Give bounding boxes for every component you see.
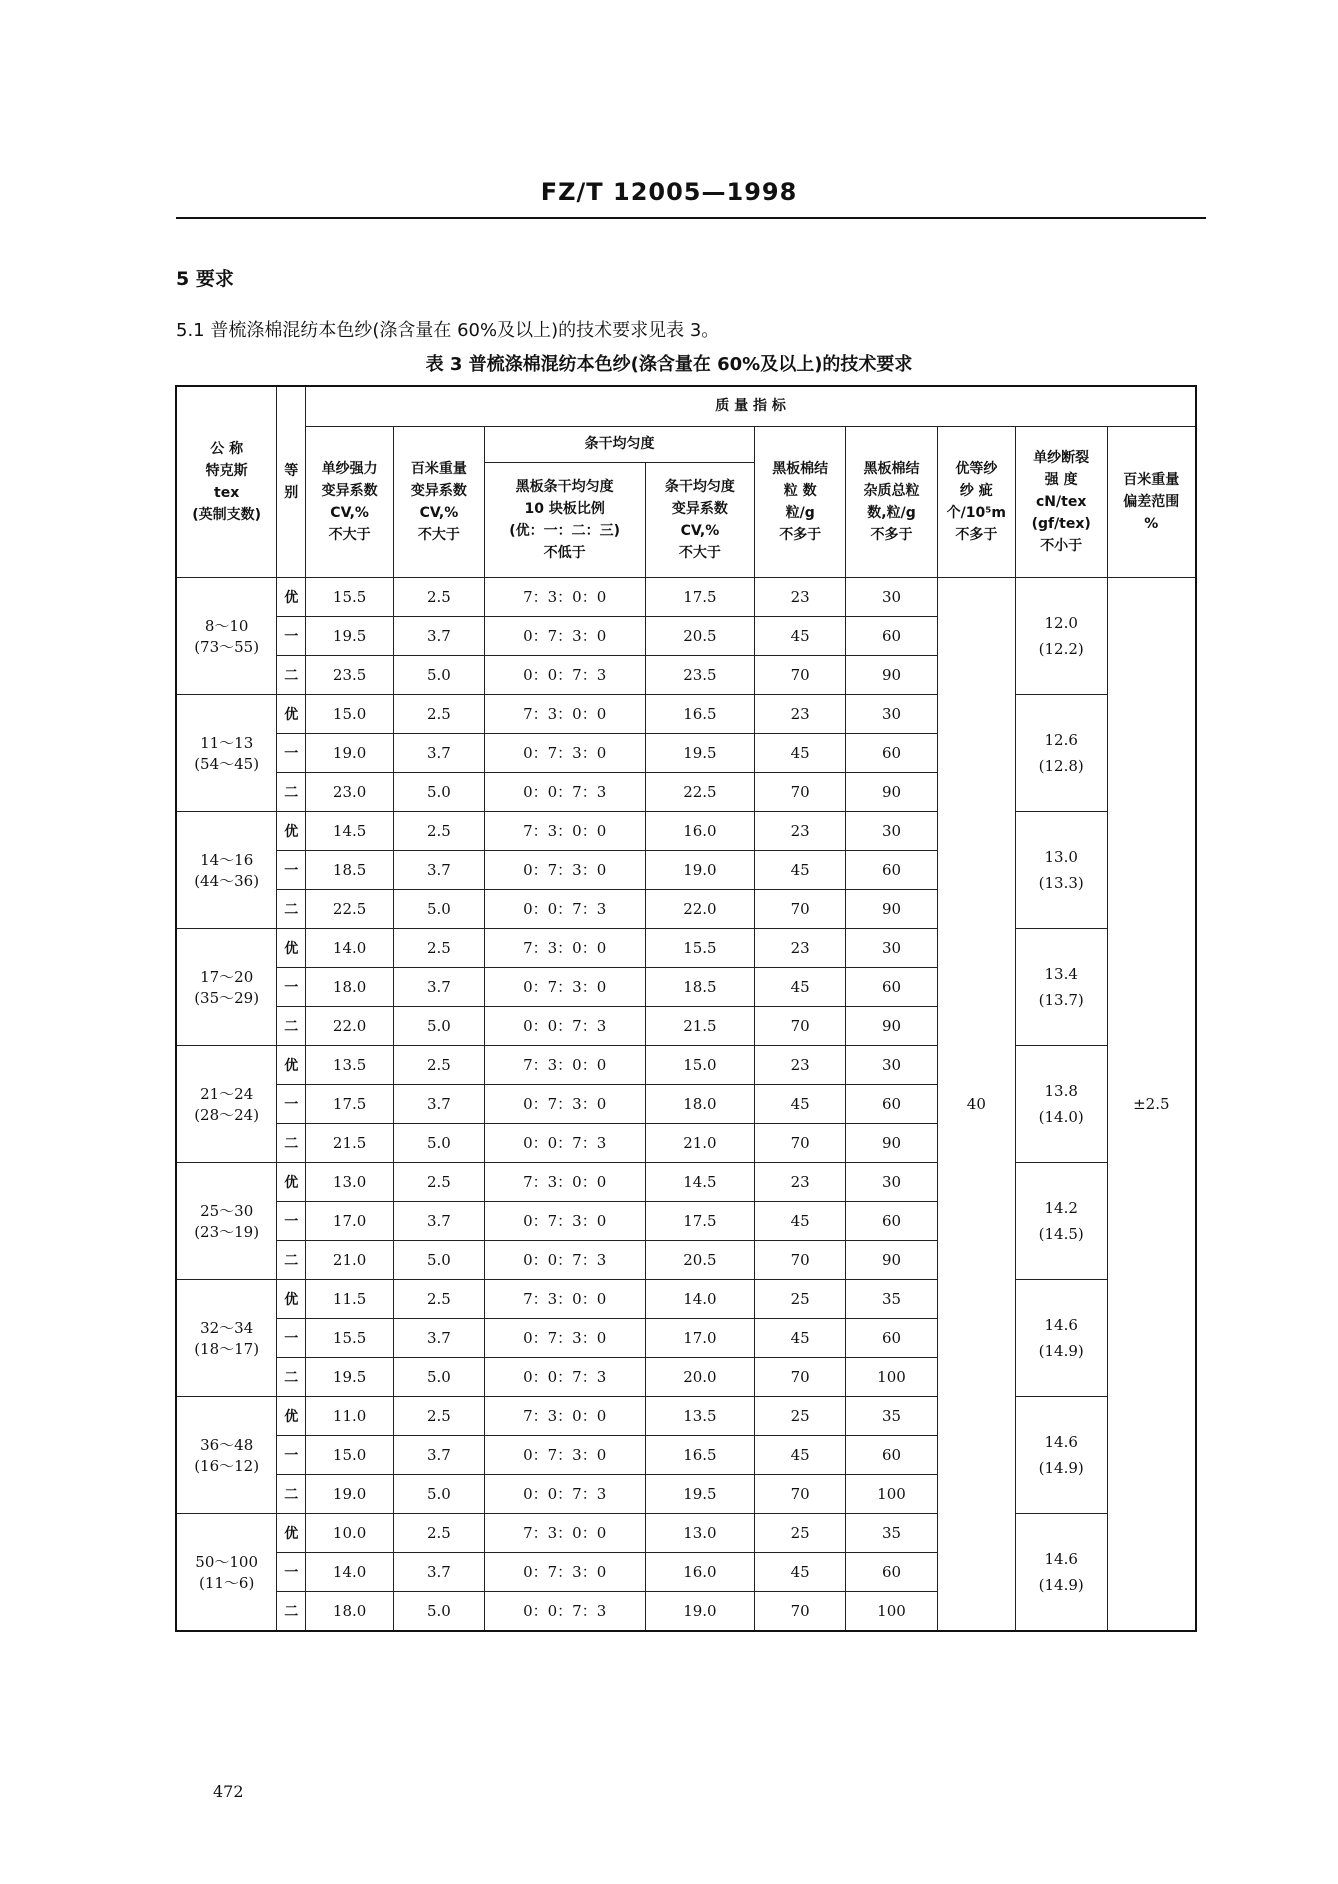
strength-cv-cell: 23.0 xyxy=(306,772,394,811)
strength-cv-cell: 10.0 xyxy=(306,1513,394,1552)
evenness-cv-cell: 23.5 xyxy=(645,655,755,694)
header-breaking-tenacity: 单纱断裂 强 度 cN/tex (gf/tex) 不小于 xyxy=(1015,426,1107,577)
weight-cv-cell: 2.5 xyxy=(394,1162,485,1201)
neps-cell: 23 xyxy=(755,577,846,616)
tenacity-value: 12.0 xyxy=(1044,613,1078,632)
neps-cell: 45 xyxy=(755,1318,846,1357)
page-number: 472 xyxy=(213,1782,244,1801)
neps-cell: 25 xyxy=(755,1279,846,1318)
breaking-tenacity-cell xyxy=(1015,928,1107,1045)
tenacity-value: 12.6 xyxy=(1044,730,1078,749)
strength-cv-cell: 19.5 xyxy=(306,616,394,655)
neps-cell: 23 xyxy=(755,694,846,733)
header-neps: 黑板棉结 粒 数 粒/g 不多于 xyxy=(755,426,846,577)
strength-cv-cell: 19.0 xyxy=(306,1474,394,1513)
neps-cell: 70 xyxy=(755,1357,846,1396)
neps-cell: 70 xyxy=(755,1240,846,1279)
neps-cell: 70 xyxy=(755,1123,846,1162)
blackboard-ratio-cell: 0：7：3：0 xyxy=(484,733,645,772)
grade-cell: 二 xyxy=(277,655,306,694)
evenness-cv-cell: 19.5 xyxy=(645,733,755,772)
english-count-range: (54～45) xyxy=(194,754,260,773)
grade-cell: 优 xyxy=(277,928,306,967)
tex-range: 14～16 xyxy=(200,850,254,869)
neps-impurity-cell: 60 xyxy=(846,967,938,1006)
neps-impurity-cell: 60 xyxy=(846,1435,938,1474)
blackboard-ratio-cell: 0：7：3：0 xyxy=(484,616,645,655)
strength-cv-cell: 22.0 xyxy=(306,1006,394,1045)
table-row xyxy=(176,1513,1196,1552)
evenness-cv-cell: 20.5 xyxy=(645,1240,755,1279)
evenness-cv-cell: 17.0 xyxy=(645,1318,755,1357)
neps-impurity-cell: 35 xyxy=(846,1279,938,1318)
neps-cell: 25 xyxy=(755,1396,846,1435)
strength-cv-cell: 18.0 xyxy=(306,967,394,1006)
neps-cell: 45 xyxy=(755,1084,846,1123)
neps-cell: 70 xyxy=(755,1006,846,1045)
weight-cv-cell: 5.0 xyxy=(394,1240,485,1279)
grade-cell: 优 xyxy=(277,811,306,850)
evenness-cv-cell: 22.0 xyxy=(645,889,755,928)
grade-cell: 一 xyxy=(277,1552,306,1591)
english-count-range: (23～19) xyxy=(194,1222,260,1241)
neps-cell: 45 xyxy=(755,1201,846,1240)
evenness-cv-cell: 18.5 xyxy=(645,967,755,1006)
neps-impurity-cell: 30 xyxy=(846,1162,938,1201)
strength-cv-cell: 17.5 xyxy=(306,1084,394,1123)
blackboard-ratio-cell: 0：0：7：3 xyxy=(484,1474,645,1513)
strength-cv-cell: 21.5 xyxy=(306,1123,394,1162)
neps-cell: 45 xyxy=(755,967,846,1006)
neps-impurity-cell: 60 xyxy=(846,1084,938,1123)
neps-cell: 45 xyxy=(755,1435,846,1474)
neps-cell: 70 xyxy=(755,1591,846,1631)
grade-cell: 二 xyxy=(277,1474,306,1513)
tex-range: 11～13 xyxy=(200,733,254,752)
evenness-cv-cell: 21.0 xyxy=(645,1123,755,1162)
table-row xyxy=(176,1045,1196,1084)
neps-impurity-cell: 60 xyxy=(846,1201,938,1240)
neps-cell: 70 xyxy=(755,772,846,811)
grade-cell: 二 xyxy=(277,889,306,928)
table-row xyxy=(176,928,1196,967)
strength-cv-cell: 14.0 xyxy=(306,1552,394,1591)
header-nominal-count: 公 称 特克斯 tex (英制支数) xyxy=(176,386,277,577)
weight-cv-cell: 2.5 xyxy=(394,1396,485,1435)
tenacity-value: 13.8 xyxy=(1044,1081,1078,1100)
blackboard-ratio-cell: 0：0：7：3 xyxy=(484,655,645,694)
neps-cell: 45 xyxy=(755,1552,846,1591)
blackboard-ratio-cell: 7：3：0：0 xyxy=(484,577,645,616)
nominal-count-cell xyxy=(176,928,277,1045)
header-rule xyxy=(176,217,1206,219)
weight-cv-cell: 5.0 xyxy=(394,1357,485,1396)
weight-cv-cell: 3.7 xyxy=(394,1552,485,1591)
grade-cell: 一 xyxy=(277,1201,306,1240)
blackboard-ratio-cell: 0：7：3：0 xyxy=(484,1552,645,1591)
evenness-cv-cell: 19.0 xyxy=(645,1591,755,1631)
neps-impurity-cell: 100 xyxy=(846,1591,938,1631)
header-neps-impurity: 黑板棉结 杂质总粒 数,粒/g 不多于 xyxy=(846,426,938,577)
weight-cv-cell: 5.0 xyxy=(394,889,485,928)
blackboard-ratio-cell: 0：7：3：0 xyxy=(484,1318,645,1357)
evenness-cv-cell: 22.5 xyxy=(645,772,755,811)
strength-cv-cell: 13.5 xyxy=(306,1045,394,1084)
evenness-cv-cell: 14.5 xyxy=(645,1162,755,1201)
nominal-count-cell xyxy=(176,1396,277,1513)
grade-cell: 优 xyxy=(277,694,306,733)
evenness-cv-cell: 15.0 xyxy=(645,1045,755,1084)
neps-impurity-cell: 30 xyxy=(846,811,938,850)
evenness-cv-cell: 19.5 xyxy=(645,1474,755,1513)
grade-cell: 一 xyxy=(277,1435,306,1474)
neps-impurity-cell: 30 xyxy=(846,694,938,733)
tenacity-gf-value: (13.7) xyxy=(1038,990,1084,1009)
tex-range: 25～30 xyxy=(200,1201,254,1220)
tenacity-value: 14.6 xyxy=(1044,1432,1078,1451)
neps-impurity-cell: 60 xyxy=(846,1318,938,1357)
table-row xyxy=(176,1279,1196,1318)
nominal-count-cell xyxy=(176,694,277,811)
neps-cell: 45 xyxy=(755,733,846,772)
weight-cv-cell: 5.0 xyxy=(394,1006,485,1045)
neps-impurity-cell: 35 xyxy=(846,1396,938,1435)
english-count-range: (18～17) xyxy=(194,1339,260,1358)
tenacity-gf-value: (12.8) xyxy=(1038,756,1084,775)
neps-cell: 23 xyxy=(755,1045,846,1084)
tex-range: 32～34 xyxy=(200,1318,254,1337)
strength-cv-cell: 19.0 xyxy=(306,733,394,772)
nominal-count-cell xyxy=(176,1513,277,1631)
grade-cell: 二 xyxy=(277,1591,306,1631)
weight-cv-cell: 5.0 xyxy=(394,1591,485,1631)
neps-impurity-cell: 30 xyxy=(846,928,938,967)
requirements-table xyxy=(175,385,1197,1632)
nominal-count-cell xyxy=(176,1162,277,1279)
header-evenness-cv: 条干均匀度 变异系数 CV,% 不大于 xyxy=(645,462,755,577)
blackboard-ratio-cell: 7：3：0：0 xyxy=(484,1513,645,1552)
header-weight-cv: 百米重量 变异系数 CV,% 不大于 xyxy=(394,426,485,577)
tex-range: 8～10 xyxy=(204,616,249,635)
weight-cv-cell: 3.7 xyxy=(394,733,485,772)
table-caption: 表 3 普梳涤棉混纺本色纱(涤含量在 60%及以上)的技术要求 xyxy=(425,354,913,375)
grade-cell: 优 xyxy=(277,1045,306,1084)
grade-cell: 一 xyxy=(277,1318,306,1357)
grade-cell: 一 xyxy=(277,1084,306,1123)
tenacity-gf-value: (14.0) xyxy=(1038,1107,1084,1126)
clause-text: 5.1 普梳涤棉混纺本色纱(涤含量在 60%及以上)的技术要求见表 3。 xyxy=(176,320,720,341)
weight-cv-cell: 3.7 xyxy=(394,1084,485,1123)
tex-range: 50～100 xyxy=(195,1552,259,1571)
blackboard-ratio-cell: 0：0：7：3 xyxy=(484,772,645,811)
nominal-count-cell xyxy=(176,1045,277,1162)
header-weight-deviation: 百米重量 偏差范围 % xyxy=(1107,426,1196,577)
strength-cv-cell: 18.5 xyxy=(306,850,394,889)
breaking-tenacity-cell xyxy=(1015,1396,1107,1513)
header-grade: 等 别 xyxy=(277,386,306,577)
nominal-count-cell xyxy=(176,811,277,928)
grade-cell: 二 xyxy=(277,1240,306,1279)
weight-cv-cell: 3.7 xyxy=(394,1435,485,1474)
table-row xyxy=(176,694,1196,733)
blackboard-ratio-cell: 0：0：7：3 xyxy=(484,1240,645,1279)
evenness-cv-cell: 20.0 xyxy=(645,1357,755,1396)
neps-cell: 23 xyxy=(755,928,846,967)
strength-cv-cell: 23.5 xyxy=(306,655,394,694)
neps-impurity-cell: 100 xyxy=(846,1474,938,1513)
neps-cell: 45 xyxy=(755,850,846,889)
table-row xyxy=(176,1162,1196,1201)
neps-impurity-cell: 30 xyxy=(846,1045,938,1084)
tenacity-value: 14.6 xyxy=(1044,1549,1078,1568)
tenacity-value: 14.6 xyxy=(1044,1315,1078,1334)
evenness-cv-cell: 15.5 xyxy=(645,928,755,967)
grade-cell: 一 xyxy=(277,850,306,889)
evenness-cv-cell: 16.5 xyxy=(645,694,755,733)
weight-cv-cell: 2.5 xyxy=(394,1513,485,1552)
strength-cv-cell: 15.0 xyxy=(306,1435,394,1474)
weight-cv-cell: 5.0 xyxy=(394,1474,485,1513)
neps-cell: 70 xyxy=(755,889,846,928)
blackboard-ratio-cell: 7：3：0：0 xyxy=(484,1279,645,1318)
evenness-cv-cell: 14.0 xyxy=(645,1279,755,1318)
grade-cell: 二 xyxy=(277,1006,306,1045)
english-count-range: (44～36) xyxy=(194,871,260,890)
yarn-defects-cell: 40 xyxy=(937,577,1015,1631)
neps-impurity-cell: 60 xyxy=(846,850,938,889)
table-row xyxy=(176,811,1196,850)
tenacity-gf-value: (14.5) xyxy=(1038,1224,1084,1243)
blackboard-ratio-cell: 0：0：7：3 xyxy=(484,889,645,928)
neps-impurity-cell: 60 xyxy=(846,1552,938,1591)
table-row xyxy=(176,1396,1196,1435)
weight-cv-cell: 3.7 xyxy=(394,616,485,655)
weight-cv-cell: 3.7 xyxy=(394,1318,485,1357)
grade-cell: 一 xyxy=(277,967,306,1006)
blackboard-ratio-cell: 7：3：0：0 xyxy=(484,1396,645,1435)
strength-cv-cell: 15.5 xyxy=(306,1318,394,1357)
strength-cv-cell: 15.0 xyxy=(306,694,394,733)
header-yarn-defects: 优等纱 纱 疵 个/10⁵m 不多于 xyxy=(937,426,1015,577)
tenacity-gf-value: (13.3) xyxy=(1038,873,1084,892)
strength-cv-cell: 13.0 xyxy=(306,1162,394,1201)
english-count-range: (28～24) xyxy=(194,1105,260,1124)
tenacity-value: 13.0 xyxy=(1044,847,1078,866)
strength-cv-cell: 11.5 xyxy=(306,1279,394,1318)
strength-cv-cell: 15.5 xyxy=(306,577,394,616)
breaking-tenacity-cell xyxy=(1015,1162,1107,1279)
strength-cv-cell: 11.0 xyxy=(306,1396,394,1435)
english-count-range: (35～29) xyxy=(194,988,260,1007)
blackboard-ratio-cell: 0：7：3：0 xyxy=(484,1084,645,1123)
grade-cell: 优 xyxy=(277,1396,306,1435)
grade-cell: 优 xyxy=(277,1279,306,1318)
header-quality-indicators: 质 量 指 标 xyxy=(306,386,1196,426)
weight-cv-cell: 3.7 xyxy=(394,1201,485,1240)
neps-impurity-cell: 35 xyxy=(846,1513,938,1552)
blackboard-ratio-cell: 7：3：0：0 xyxy=(484,694,645,733)
blackboard-ratio-cell: 0：0：7：3 xyxy=(484,1591,645,1631)
strength-cv-cell: 18.0 xyxy=(306,1591,394,1631)
evenness-cv-cell: 16.0 xyxy=(645,811,755,850)
english-count-range: (73～55) xyxy=(194,637,260,656)
weight-cv-cell: 5.0 xyxy=(394,772,485,811)
evenness-cv-cell: 13.0 xyxy=(645,1513,755,1552)
neps-impurity-cell: 90 xyxy=(846,1006,938,1045)
standard-code-header: FZ/T 12005—1998 xyxy=(540,178,798,206)
strength-cv-cell: 19.5 xyxy=(306,1357,394,1396)
neps-cell: 45 xyxy=(755,616,846,655)
neps-cell: 25 xyxy=(755,1513,846,1552)
blackboard-ratio-cell: 7：3：0：0 xyxy=(484,1162,645,1201)
weight-cv-cell: 2.5 xyxy=(394,811,485,850)
neps-impurity-cell: 30 xyxy=(846,577,938,616)
grade-cell: 一 xyxy=(277,733,306,772)
grade-cell: 一 xyxy=(277,616,306,655)
blackboard-ratio-cell: 7：3：0：0 xyxy=(484,928,645,967)
grade-cell: 二 xyxy=(277,772,306,811)
weight-cv-cell: 2.5 xyxy=(394,1279,485,1318)
weight-cv-cell: 2.5 xyxy=(394,694,485,733)
breaking-tenacity-cell xyxy=(1015,1513,1107,1631)
header-evenness-group: 条干均匀度 xyxy=(484,426,754,462)
strength-cv-cell: 17.0 xyxy=(306,1201,394,1240)
blackboard-ratio-cell: 7：3：0：0 xyxy=(484,811,645,850)
grade-cell: 二 xyxy=(277,1123,306,1162)
neps-cell: 23 xyxy=(755,811,846,850)
tenacity-gf-value: (12.2) xyxy=(1038,639,1084,658)
blackboard-ratio-cell: 0：7：3：0 xyxy=(484,967,645,1006)
strength-cv-cell: 14.5 xyxy=(306,811,394,850)
weight-cv-cell: 5.0 xyxy=(394,1123,485,1162)
evenness-cv-cell: 19.0 xyxy=(645,850,755,889)
tenacity-value: 13.4 xyxy=(1044,964,1078,983)
neps-impurity-cell: 90 xyxy=(846,772,938,811)
neps-impurity-cell: 90 xyxy=(846,1123,938,1162)
evenness-cv-cell: 16.0 xyxy=(645,1552,755,1591)
tex-range: 36～48 xyxy=(200,1435,254,1454)
table-row xyxy=(176,577,1196,616)
grade-cell: 二 xyxy=(277,1357,306,1396)
evenness-cv-cell: 18.0 xyxy=(645,1084,755,1123)
breaking-tenacity-cell xyxy=(1015,577,1107,694)
tex-range: 21～24 xyxy=(200,1084,254,1103)
neps-cell: 23 xyxy=(755,1162,846,1201)
tenacity-gf-value: (14.9) xyxy=(1038,1458,1084,1477)
evenness-cv-cell: 21.5 xyxy=(645,1006,755,1045)
weight-cv-cell: 3.7 xyxy=(394,967,485,1006)
tenacity-gf-value: (14.9) xyxy=(1038,1575,1084,1594)
weight-cv-cell: 2.5 xyxy=(394,1045,485,1084)
header-strength-cv: 单纱强力 变异系数 CV,% 不大于 xyxy=(306,426,394,577)
weight-cv-cell: 3.7 xyxy=(394,850,485,889)
blackboard-ratio-cell: 7：3：0：0 xyxy=(484,1045,645,1084)
section-heading: 5 要求 xyxy=(176,268,234,290)
header-blackboard-ratio: 黑板条干均匀度 10 块板比例 (优：一：二：三) 不低于 xyxy=(484,462,645,577)
evenness-cv-cell: 17.5 xyxy=(645,1201,755,1240)
weight-cv-cell: 2.5 xyxy=(394,577,485,616)
breaking-tenacity-cell xyxy=(1015,694,1107,811)
strength-cv-cell: 21.0 xyxy=(306,1240,394,1279)
grade-cell: 优 xyxy=(277,577,306,616)
neps-impurity-cell: 100 xyxy=(846,1357,938,1396)
tenacity-gf-value: (14.9) xyxy=(1038,1341,1084,1360)
breaking-tenacity-cell xyxy=(1015,1279,1107,1396)
breaking-tenacity-cell xyxy=(1015,1045,1107,1162)
neps-impurity-cell: 60 xyxy=(846,733,938,772)
nominal-count-cell xyxy=(176,1279,277,1396)
blackboard-ratio-cell: 0：7：3：0 xyxy=(484,1435,645,1474)
tenacity-value: 14.2 xyxy=(1044,1198,1078,1217)
blackboard-ratio-cell: 0：0：7：3 xyxy=(484,1006,645,1045)
tex-range: 17～20 xyxy=(200,967,254,986)
blackboard-ratio-cell: 0：7：3：0 xyxy=(484,1201,645,1240)
weight-deviation-cell: ±2.5 xyxy=(1107,577,1196,1631)
evenness-cv-cell: 16.5 xyxy=(645,1435,755,1474)
english-count-range: (16～12) xyxy=(194,1456,260,1475)
grade-cell: 优 xyxy=(277,1513,306,1552)
strength-cv-cell: 14.0 xyxy=(306,928,394,967)
nominal-count-cell xyxy=(176,577,277,694)
english-count-range: (11～6) xyxy=(198,1573,255,1592)
neps-impurity-cell: 90 xyxy=(846,655,938,694)
strength-cv-cell: 22.5 xyxy=(306,889,394,928)
grade-cell: 优 xyxy=(277,1162,306,1201)
blackboard-ratio-cell: 0：7：3：0 xyxy=(484,850,645,889)
neps-impurity-cell: 90 xyxy=(846,1240,938,1279)
weight-cv-cell: 5.0 xyxy=(394,655,485,694)
neps-cell: 70 xyxy=(755,655,846,694)
neps-impurity-cell: 60 xyxy=(846,616,938,655)
blackboard-ratio-cell: 0：0：7：3 xyxy=(484,1123,645,1162)
weight-cv-cell: 2.5 xyxy=(394,928,485,967)
neps-impurity-cell: 90 xyxy=(846,889,938,928)
blackboard-ratio-cell: 0：0：7：3 xyxy=(484,1357,645,1396)
evenness-cv-cell: 13.5 xyxy=(645,1396,755,1435)
neps-cell: 70 xyxy=(755,1474,846,1513)
evenness-cv-cell: 20.5 xyxy=(645,616,755,655)
breaking-tenacity-cell xyxy=(1015,811,1107,928)
evenness-cv-cell: 17.5 xyxy=(645,577,755,616)
